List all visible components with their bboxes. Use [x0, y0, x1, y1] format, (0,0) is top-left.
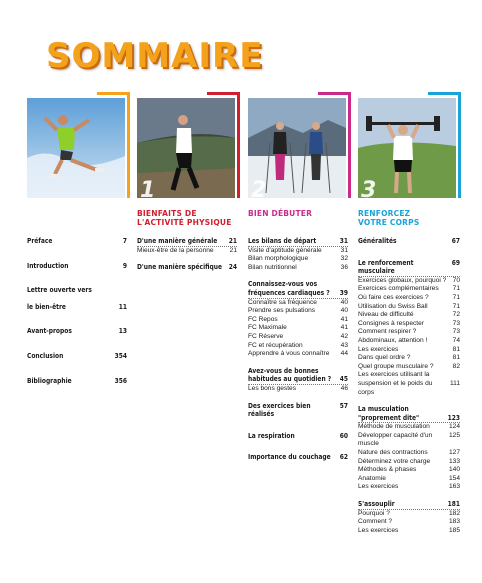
toc-heading[interactable]: Des exercices bien réalisés 57: [248, 401, 348, 419]
toc-entry[interactable]: Les exercices 163: [358, 483, 460, 491]
toc-entry[interactable]: Les exercices 81: [358, 345, 460, 353]
toc-heading[interactable]: D'une manière spécifique 24: [137, 263, 237, 272]
toc-entry[interactable]: Méthodes & phases 140: [358, 466, 460, 474]
toc-heading[interactable]: fréquences cardiaques ? 39: [248, 288, 348, 297]
accent-bar-red-top: [207, 92, 240, 95]
accent-bar-pink: [348, 92, 351, 198]
toc-entry[interactable]: Exercices complémentaires 71: [358, 285, 460, 293]
toc-heading[interactable]: Le renforcement musculaire 69: [358, 258, 460, 276]
toc-entry[interactable]: Nature des contractions 127: [358, 449, 460, 457]
toc-entry[interactable]: Bibliographie 356: [27, 376, 127, 385]
toc-entry[interactable]: Où faire ces exercices ? 71: [358, 293, 460, 301]
toc-heading[interactable]: Les bilans de départ 31: [248, 237, 348, 245]
toc-heading[interactable]: La respiration 60: [248, 431, 348, 440]
accent-bar-orange: [127, 92, 130, 198]
toc-entry[interactable]: Comment respirer ? 73: [358, 328, 460, 336]
toc-heading[interactable]: habitudes au quotidien ? 45: [248, 375, 348, 384]
toc-entry[interactable]: Préface 7: [27, 237, 127, 245]
toc-entry[interactable]: Consignes à respecter 73: [358, 319, 460, 327]
toc-entry[interactable]: Déterminez votre charge 133: [358, 457, 460, 465]
accent-bar-pink-top: [318, 92, 351, 95]
toc-entry[interactable]: Bilan morphologique 32: [248, 255, 348, 263]
toc-entry[interactable]: Introduction 9: [27, 261, 127, 270]
jumping-man-photo: [27, 98, 125, 198]
toc-heading[interactable]: "proprement dite" 123: [358, 413, 460, 422]
section-title-3-line2: VOTRE CORPS: [358, 218, 420, 227]
toc-entry[interactable]: Quel groupe musculaire ? 82: [358, 362, 460, 370]
toc-entry[interactable]: Les bons gestes 46: [248, 384, 348, 392]
toc-entry[interactable]: Comment ? 183: [358, 518, 460, 526]
toc-entry[interactable]: Abdominaux, attention ! 74: [358, 336, 460, 344]
toc-entry[interactable]: Conclusion 354: [27, 351, 127, 360]
toc-entry[interactable]: FC Repos 41: [248, 315, 348, 323]
section-number-2: 2: [251, 178, 267, 203]
section-title-3: [358, 209, 419, 227]
toc-heading[interactable]: Généralités 67: [358, 237, 460, 245]
accent-bar-orange-top: [97, 92, 130, 95]
section-number-3: 3: [361, 178, 377, 203]
photo-intro: [27, 98, 131, 198]
section-title-1-line1: BIENFAITS DE: [137, 209, 197, 218]
section-title-1-line2: L'ACTIVITÉ PHYSIQUE: [137, 218, 232, 227]
toc-entry[interactable]: Connaître sa fréquence 40: [248, 298, 348, 306]
toc-entry[interactable]: Lettre ouverte vers: [27, 286, 92, 295]
accent-bar-blue-top: [428, 92, 461, 95]
toc-entry[interactable]: Exercices globaux, pourquoi ? 70: [358, 276, 460, 284]
section-title-1: [137, 209, 232, 227]
toc-entry[interactable]: Bilan nutritionnel 36: [248, 263, 348, 271]
toc-entry[interactable]: Les exercices utilisant la: [358, 371, 430, 379]
section-number-1: 1: [140, 178, 156, 203]
toc-column-section-1: [137, 237, 237, 272]
toc-entry[interactable]: Méthode de musculation 124: [358, 423, 460, 431]
page-title: SOMMAIRE: [46, 36, 264, 76]
section-title-2-line1: BIEN DÉBUTER: [248, 209, 313, 218]
toc-heading[interactable]: Importance du couchage 62: [248, 453, 348, 462]
toc-entry[interactable]: Utilisation du Swiss Ball 71: [358, 302, 460, 310]
toc-entry[interactable]: Les exercices 185: [358, 526, 460, 534]
section-title-2: [248, 209, 312, 218]
toc-entry[interactable]: le bien-être 11: [27, 302, 127, 311]
toc-heading[interactable]: S'assouplir 181: [358, 500, 460, 509]
section-title-3-line1: RENFORCEZ: [358, 209, 411, 218]
photo-section-3: [358, 98, 462, 203]
toc-entry[interactable]: Niveau de difficulté 72: [358, 311, 460, 319]
photo-section-1: [137, 98, 241, 203]
toc-entry[interactable]: Dans quel ordre ? 81: [358, 354, 460, 362]
toc-heading[interactable]: D'une manière générale 21: [137, 237, 237, 245]
toc-entry[interactable]: FC et récupération 43: [248, 341, 348, 349]
toc-entry[interactable]: Visite d'aptitude générale 31: [248, 246, 348, 254]
toc-column-section-2: [248, 237, 348, 462]
toc-column-intro: [27, 237, 127, 385]
accent-bar-blue: [458, 92, 461, 198]
toc-entry[interactable]: FC Réserve 42: [248, 332, 348, 340]
toc-entry[interactable]: Développer capacité d'un muscle 125: [358, 431, 460, 448]
toc-entry[interactable]: Mieux-être de la personne 21: [137, 246, 237, 254]
toc-entry[interactable]: Avant-propos 13: [27, 327, 127, 336]
toc-heading[interactable]: La musculation: [358, 405, 409, 414]
toc-column-section-3: [358, 237, 460, 535]
accent-bar-red: [237, 92, 240, 198]
toc-heading[interactable]: Connaissez-vous vos: [248, 280, 318, 289]
photo-section-2: [248, 98, 352, 203]
toc-entry[interactable]: FC Maximale 41: [248, 324, 348, 332]
toc-entry[interactable]: Pourquoi ? 182: [358, 509, 460, 517]
toc-entry[interactable]: Apprendre à vous connaître 44: [248, 350, 348, 358]
toc-entry[interactable]: Prendre ses pulsations 40: [248, 307, 348, 315]
toc-entry[interactable]: suspension et le poids du corps 111: [358, 379, 460, 396]
toc-entry[interactable]: Anatomie 154: [358, 474, 460, 482]
toc-heading[interactable]: Avez-vous de bonnes: [248, 366, 319, 375]
